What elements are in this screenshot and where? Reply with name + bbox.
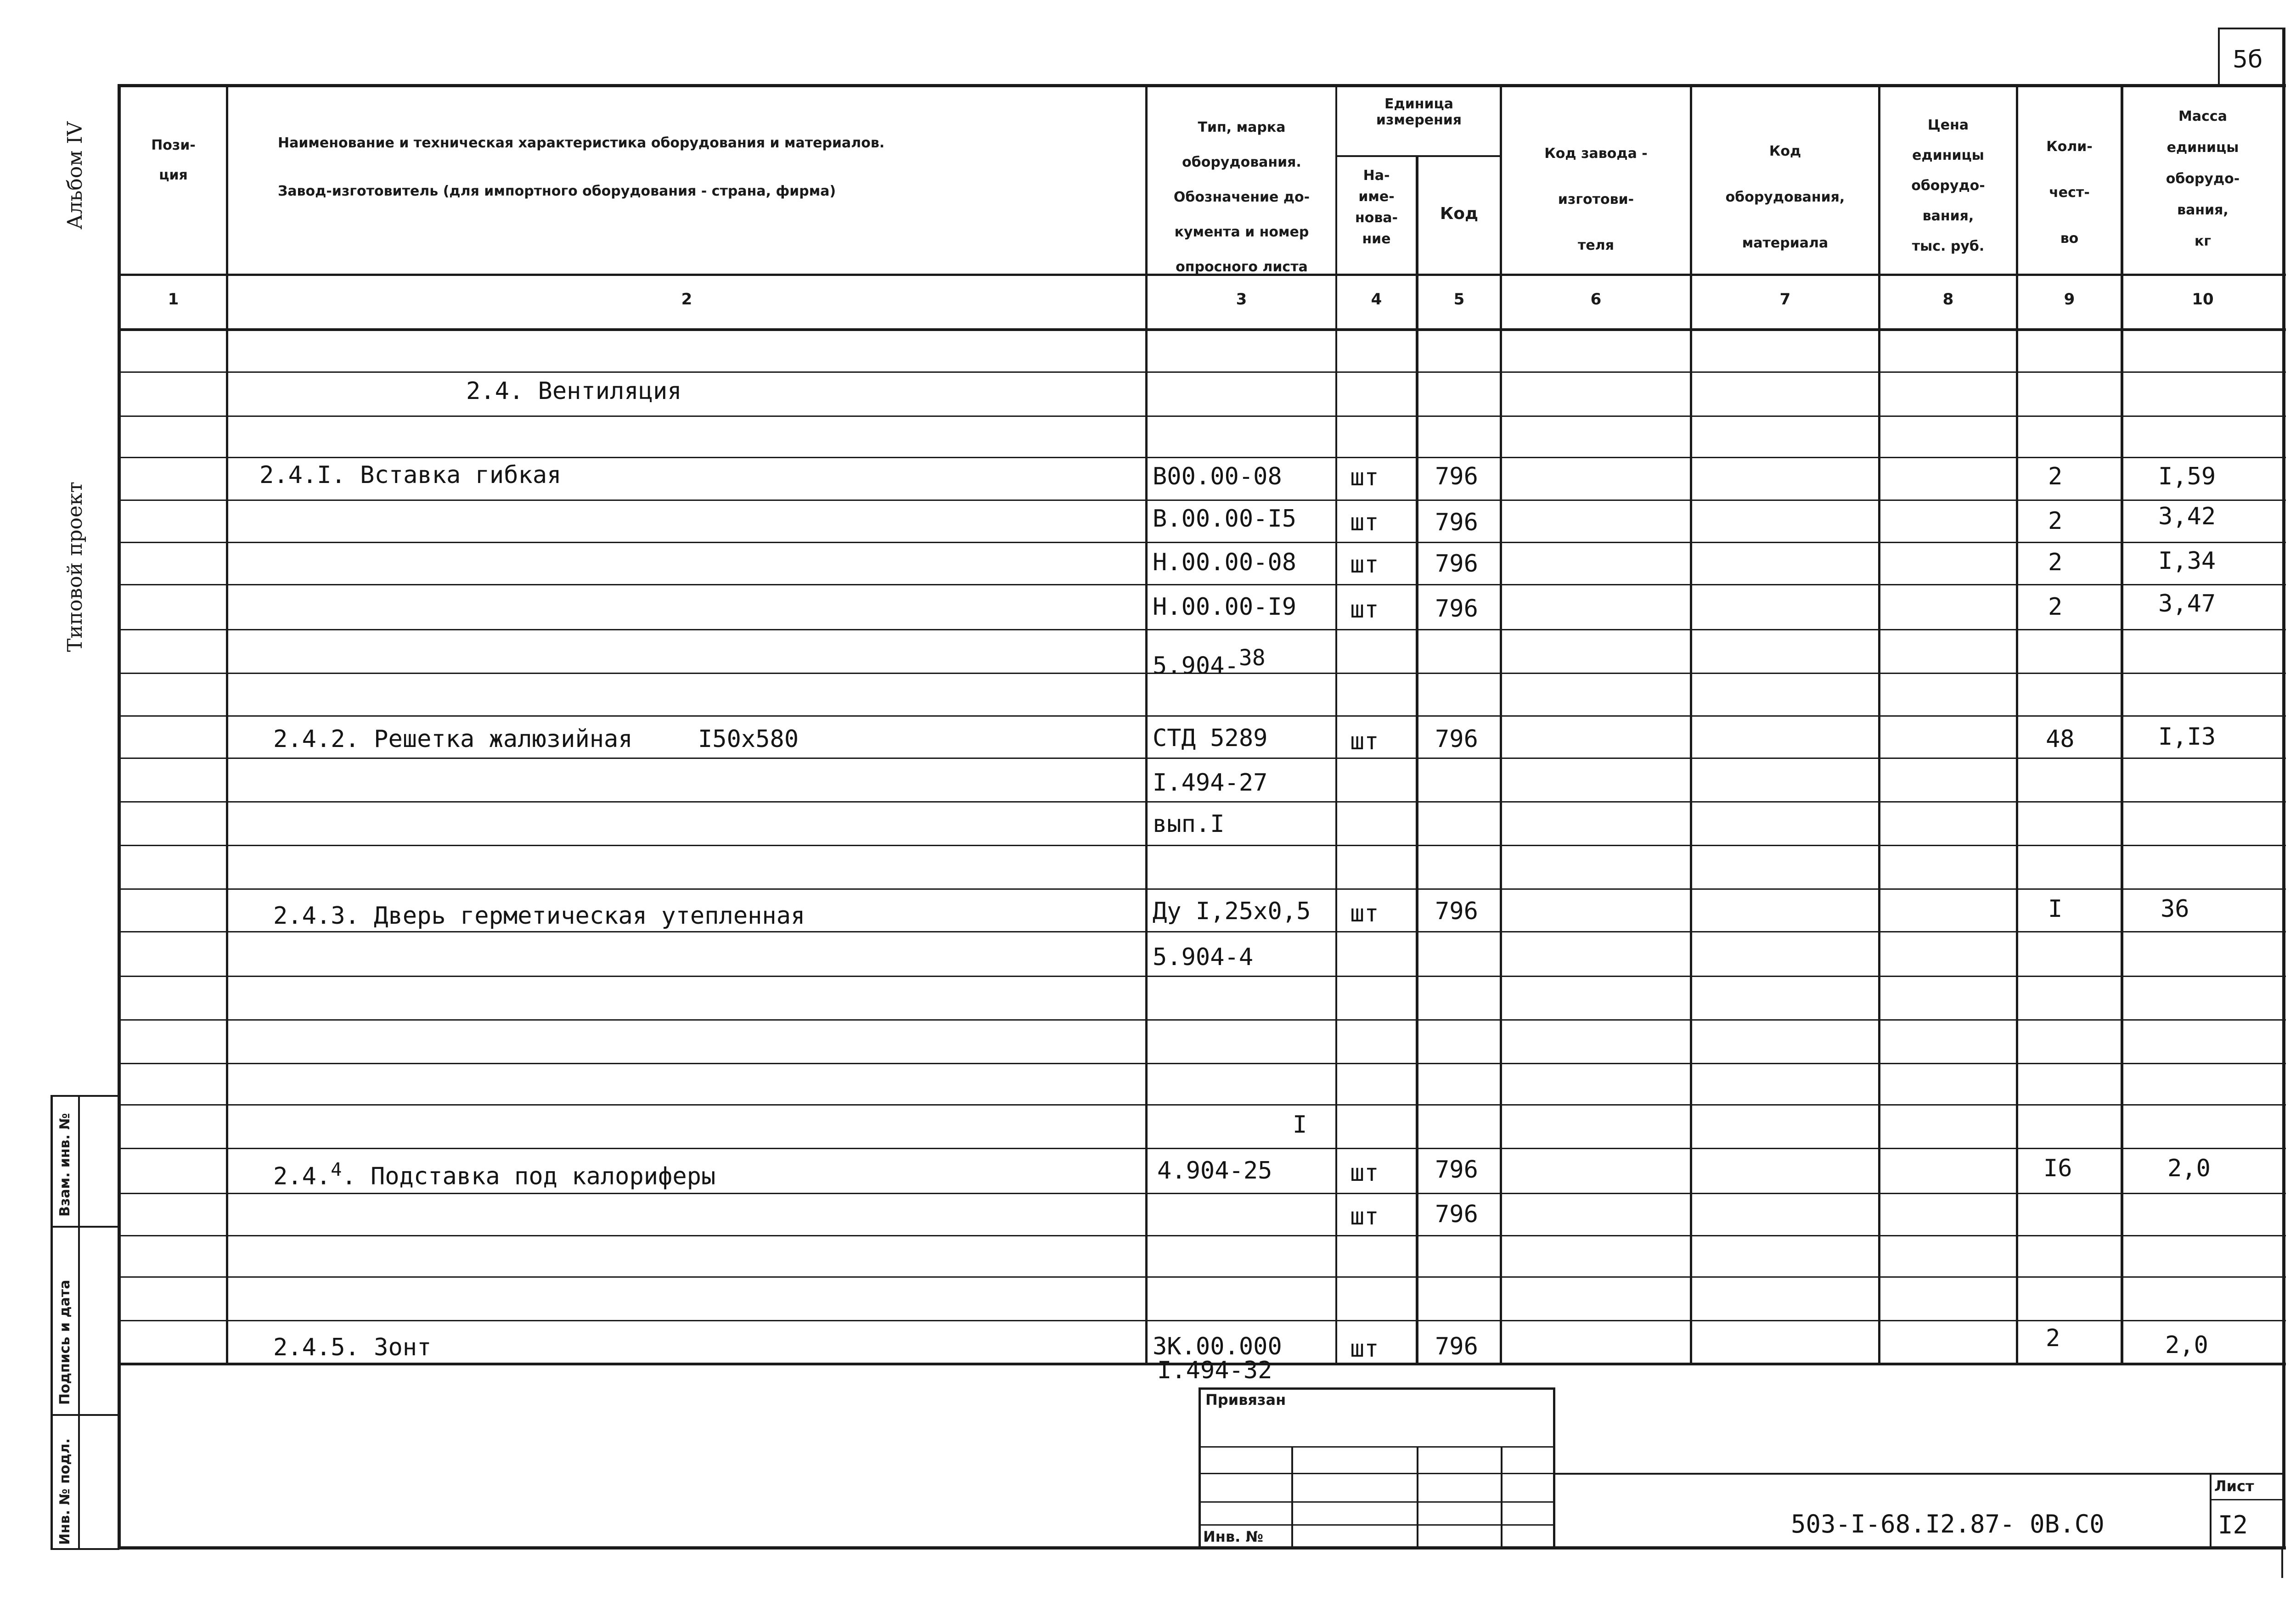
column-number: 4 bbox=[1371, 290, 1382, 309]
stamp-sheet-number: I2 bbox=[2218, 1510, 2248, 1539]
stamp-list-label: Лист bbox=[2214, 1477, 2254, 1495]
item-code: 796 bbox=[1435, 898, 1478, 925]
item-code: 796 bbox=[1435, 509, 1478, 536]
section-title: 2.4. Вентиляция bbox=[466, 377, 682, 405]
header-quantity: Коли- чест- во bbox=[2046, 139, 2093, 247]
item-name-prefix: 2.4. bbox=[273, 1162, 331, 1190]
podpis-label: Подпись и дата bbox=[57, 1280, 73, 1405]
column-number: 10 bbox=[2192, 290, 2214, 309]
item-qty: 2 bbox=[2048, 593, 2063, 621]
item-mass: I,I3 bbox=[2158, 723, 2216, 751]
item-name-rest: . Подставка под калориферы bbox=[342, 1162, 716, 1190]
item-type: 5.904-4 bbox=[1153, 943, 1254, 971]
header-unit-name: На- име- нова- ние bbox=[1355, 168, 1398, 247]
item-code: 796 bbox=[1435, 1201, 1478, 1228]
item-type: 4.904-25 bbox=[1157, 1157, 1272, 1185]
item-unit: шт bbox=[1350, 728, 1379, 755]
item-unit: шт bbox=[1350, 509, 1379, 536]
item-code: 796 bbox=[1435, 595, 1478, 623]
item-type bbox=[1153, 645, 1266, 679]
inv-label: Инв. № подл. bbox=[57, 1438, 73, 1545]
item-name: 2.4.I. Вставка гибкая bbox=[259, 461, 562, 489]
item-mass: 36 bbox=[2161, 895, 2189, 923]
sheet-corner-number: 5б bbox=[2233, 46, 2263, 73]
column-number: 2 bbox=[681, 290, 692, 309]
item-type: СТД 5289 bbox=[1153, 724, 1268, 752]
header-mass: Масса единицы оборудо- вания, кг bbox=[2166, 108, 2240, 249]
item-qty: 2 bbox=[2046, 1325, 2060, 1352]
item-type: ЗК.00.000 bbox=[1153, 1333, 1282, 1360]
item-mass: 3,42 bbox=[2158, 503, 2216, 530]
column-number: 9 bbox=[2064, 290, 2075, 309]
item-qty: 2 bbox=[2048, 507, 2063, 535]
item-mass: 2,0 bbox=[2165, 1331, 2208, 1359]
header-factory-code: Код завода - изготови- теля bbox=[1544, 146, 1648, 253]
column-number: 6 bbox=[1590, 290, 1602, 309]
album-label: Альбом IV bbox=[63, 121, 87, 230]
column-number: 3 bbox=[1236, 290, 1247, 309]
item-mass: 2,0 bbox=[2167, 1155, 2211, 1182]
item-unit: шт bbox=[1350, 1203, 1379, 1230]
item-type: Ду I,25x0,5 bbox=[1153, 898, 1311, 925]
header-price: Цена единицы оборудо- вания, тыс. руб. bbox=[1911, 117, 1985, 254]
item-code: 796 bbox=[1435, 463, 1478, 490]
stamp-inv-no: Инв. № bbox=[1203, 1528, 1263, 1545]
item-unit: шт bbox=[1350, 551, 1379, 578]
item-code: 796 bbox=[1435, 1156, 1478, 1184]
item-type: вып.I bbox=[1153, 810, 1225, 838]
item-type-main: 5.904- bbox=[1153, 652, 1239, 680]
item-qty: 48 bbox=[2046, 725, 2075, 753]
header-equipment-code: Код оборудования, материала bbox=[1725, 143, 1845, 251]
item-qty: 2 bbox=[2048, 549, 2063, 576]
item-mass: I,34 bbox=[2158, 547, 2216, 575]
item-qty: I6 bbox=[2043, 1155, 2072, 1182]
item-type-mark: I bbox=[1293, 1111, 1307, 1139]
item-unit: шт bbox=[1350, 900, 1379, 927]
item-mass: I,59 bbox=[2158, 463, 2216, 490]
item-unit: шт bbox=[1350, 1159, 1379, 1187]
item-unit: шт bbox=[1350, 464, 1379, 491]
project-label: Типовой проект bbox=[63, 482, 87, 652]
column-number: 5 bbox=[1453, 290, 1465, 309]
item-name: 2.4.3. Дверь герметическая утепленная bbox=[273, 902, 805, 930]
item-unit: шт bbox=[1350, 1335, 1379, 1363]
item-code: 796 bbox=[1435, 1333, 1478, 1360]
header-unit-group: Единица измерения bbox=[1376, 96, 1462, 128]
item-type: В.00.00-I5 bbox=[1153, 505, 1297, 533]
header-unit-code: Код bbox=[1440, 204, 1479, 223]
item-type: Н.00.00-I9 bbox=[1153, 593, 1297, 621]
below-table-ref: I.494-32 bbox=[1157, 1357, 1272, 1384]
item-qty: 2 bbox=[2048, 463, 2063, 490]
item-name bbox=[273, 1159, 715, 1190]
column-number: 7 bbox=[1779, 290, 1791, 309]
item-type: Н.00.00-08 bbox=[1153, 549, 1297, 576]
column-number: 1 bbox=[168, 290, 179, 309]
stamp-doc-code: 503-I-68.I2.87- 0В.С0 bbox=[1791, 1510, 2105, 1538]
stamp-privyazan: Привязан bbox=[1205, 1391, 1286, 1409]
header-name: Наименование и техническая характеристика оборудования и материалов. Завод-изготовитель (для импортного оборудования - страна, фирма) bbox=[278, 135, 885, 199]
item-name-sup: 4 bbox=[331, 1159, 342, 1180]
item-unit: шт bbox=[1350, 596, 1379, 623]
item-type: I.494-27 bbox=[1153, 769, 1268, 797]
item-code: 796 bbox=[1435, 550, 1478, 578]
item-qty: I bbox=[2048, 895, 2063, 923]
column-number: 8 bbox=[1942, 290, 1954, 309]
item-type-sup: 38 bbox=[1238, 645, 1266, 671]
item-name-extra: I50x580 bbox=[698, 725, 799, 753]
item-code: 796 bbox=[1435, 725, 1478, 753]
vzam-label: Взам. инв. № bbox=[57, 1113, 73, 1217]
item-name: 2.4.2. Решетка жалюзийная bbox=[273, 725, 633, 753]
item-type: В00.00-08 bbox=[1153, 463, 1282, 490]
item-mass: 3,47 bbox=[2158, 590, 2216, 618]
header-position: Пози- ция bbox=[151, 137, 196, 183]
item-name: 2.4.5. Зонт bbox=[273, 1334, 432, 1361]
header-type: Тип, марка оборудования. Обозначение до- кумента и номер опросного листа bbox=[1173, 119, 1310, 275]
